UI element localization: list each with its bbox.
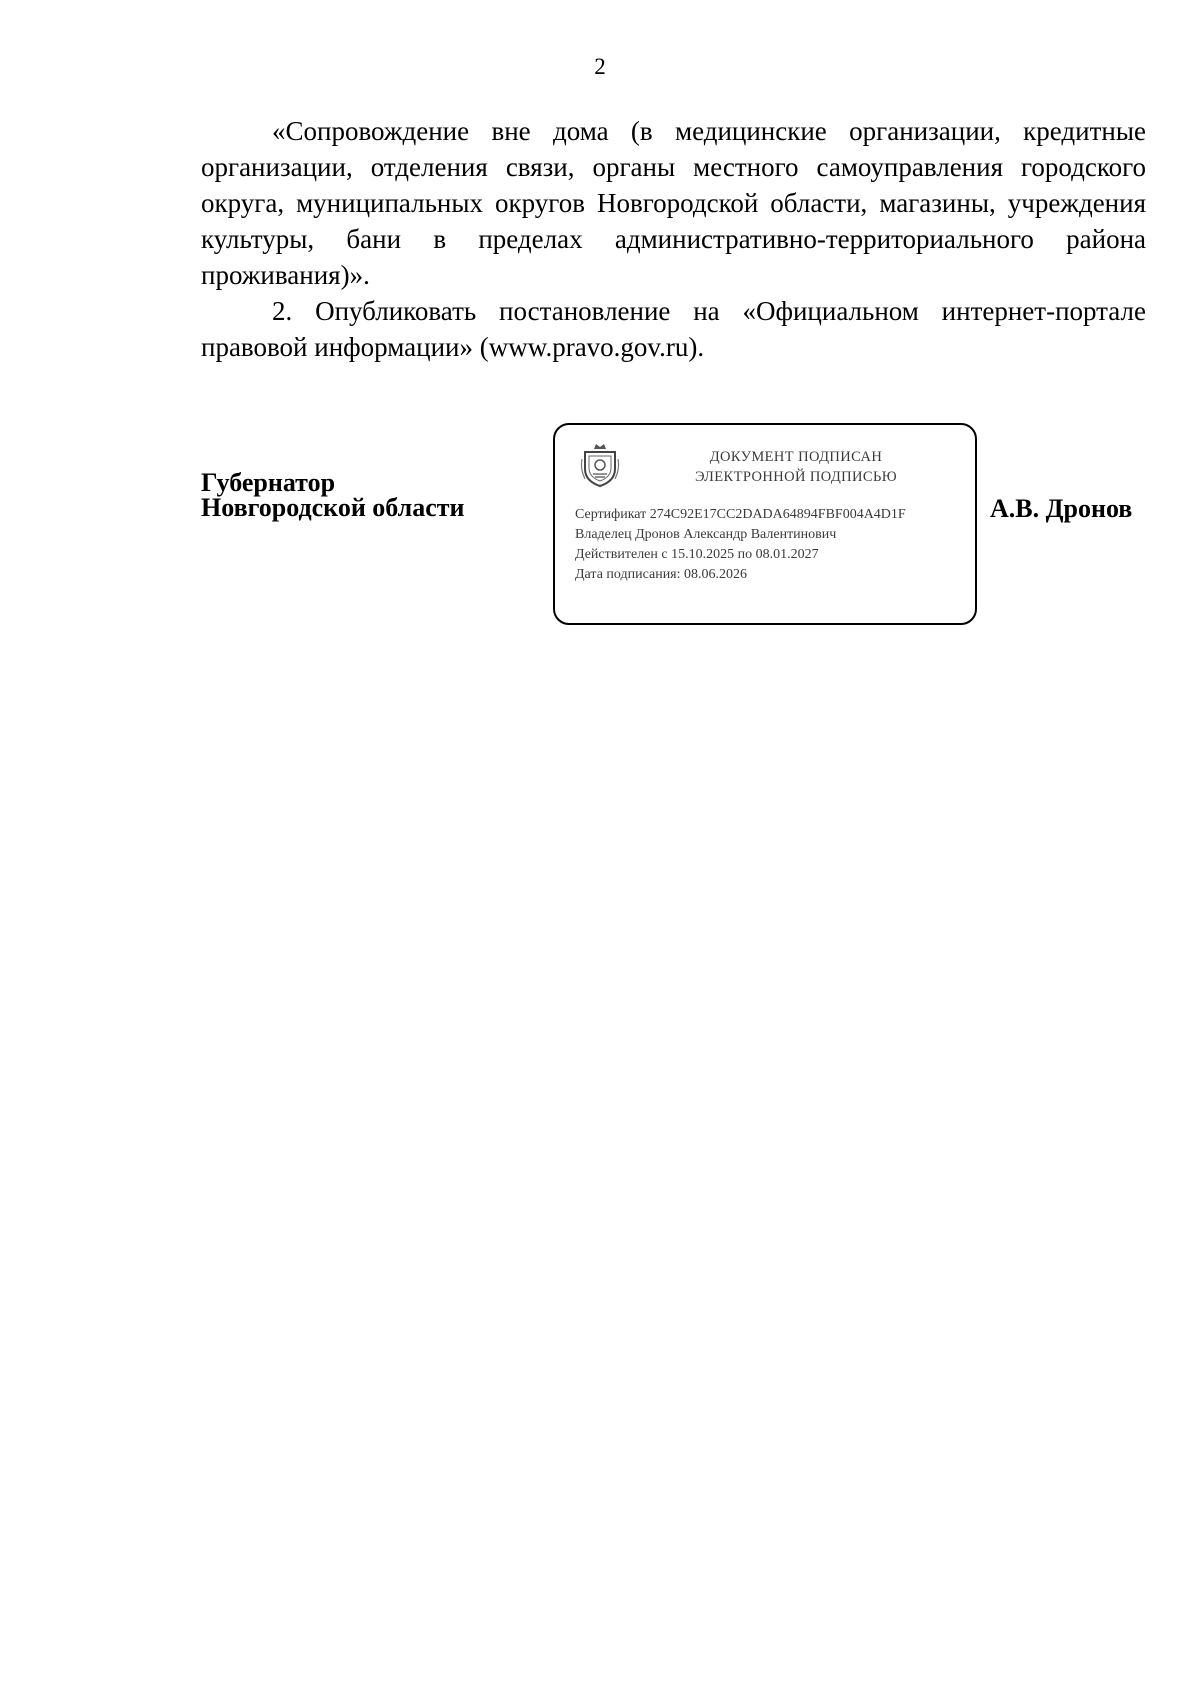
stamp-validity: Действителен с 15.10.2025 по 08.01.2027 [575, 547, 819, 562]
stamp-header-line-1: ДОКУМЕНТ ПОДПИСАН [709, 449, 883, 465]
page-number: 2 [594, 54, 606, 79]
body-paragraph-2: 2. Опубликовать постановление на «Официальном интернет-портале правовой информации» (www.pravo.gov.ru). [201, 296, 1146, 362]
stamp-certificate: Сертификат 274C92E17CC2DADA64894FBF004A4D1F [575, 507, 906, 522]
electronic-signature-stamp [553, 423, 977, 625]
coat-of-arms-icon [579, 439, 621, 489]
signatory-name: А.В. Дронов [990, 494, 1133, 523]
document-body [201, 113, 1146, 365]
stamp-header-line-2: ЭЛЕКТРОННОЙ ПОДПИСЬЮ [694, 469, 898, 485]
signatory-title-line-1: Губернатор [201, 468, 336, 497]
body-paragraph-1: «Сопровождение вне дома (в медицинские организации, кредитные организации, отделения связи, органы местного самоуправления городского округа, муниципальных округов Новгородской области, магазины, учреждения культуры, бани в пределах административно-территориального района проживания)». [201, 116, 1146, 290]
stamp-owner: Владелец Дронов Александр Валентинович [575, 527, 837, 542]
stamp-header [641, 447, 951, 487]
signatory-title-line-2: Новгородской области [201, 493, 465, 522]
signatory-title [201, 470, 465, 520]
stamp-details [575, 505, 906, 585]
stamp-signed-date: Дата подписания: 08.06.2026 [575, 567, 748, 582]
